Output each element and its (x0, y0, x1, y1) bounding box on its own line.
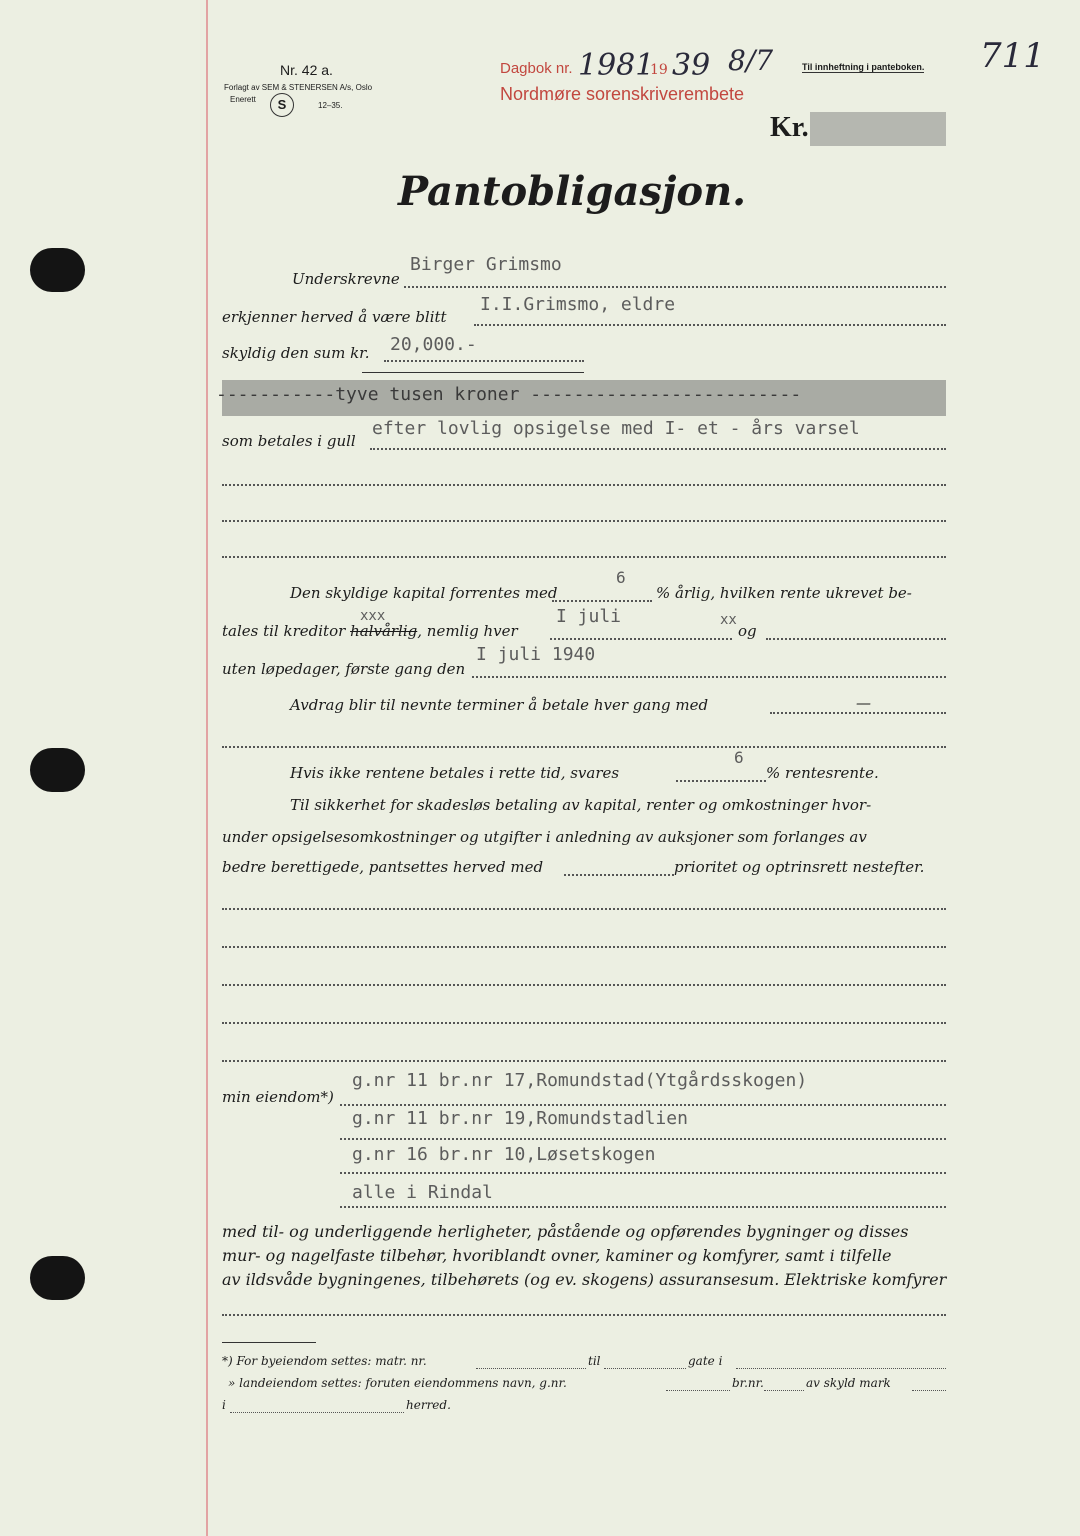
dotted-line (222, 556, 946, 558)
punch-hole (30, 248, 85, 292)
page-number: 711 (980, 36, 1045, 76)
footnote-line-2c: av skyld mark (806, 1376, 891, 1390)
interest-text-c: tales til kreditor halvårlig, nemlig hver (222, 622, 518, 640)
rentesrente-text-a: Hvis ikke rentene betales i rette tid, svares (290, 764, 620, 782)
publisher-date: 12–35. (318, 101, 343, 110)
dotted-line (222, 746, 946, 748)
property-item: alle i Rindal (352, 1182, 493, 1203)
dotted-line (564, 874, 674, 876)
dotted-line (676, 780, 766, 782)
footnote-line-2a: » landeiendom settes: foruten eiendommens navn, g.nr. (228, 1376, 567, 1390)
interest-rate: 6 (616, 568, 626, 587)
dotted-line (340, 1206, 946, 1208)
publisher-logo: S (270, 93, 294, 117)
kr-label: Kr. (770, 112, 809, 143)
dotted-line (666, 1390, 730, 1391)
dotted-line (552, 600, 652, 602)
amount-box-redacted (810, 112, 946, 146)
interest-xx: xx (720, 612, 737, 628)
dotted-line (222, 946, 946, 948)
margin-rule (206, 0, 208, 1536)
betales-value: efter lovlig opsigelse med I- et - års varsel (372, 418, 860, 439)
skyldig-label: skyldig den sum kr. (222, 344, 370, 362)
property-item: g.nr 16 br.nr 10,Løsetskogen (352, 1144, 656, 1165)
dotted-line (222, 984, 946, 986)
dotted-line (550, 638, 732, 640)
interest-text-a: Den skyldige kapital forrentes med (290, 584, 558, 602)
interest-text-b: % årlig, hvilken rente ukrevet be- (656, 584, 912, 602)
publisher-line: Forlagt av SEM & STENERSEN A/s, Oslo (224, 83, 373, 92)
property-item: g.nr 11 br.nr 19,Romundstadlien (352, 1108, 688, 1129)
sum-words: -----------tyve tusen kroner ------------------------- (216, 384, 802, 405)
footnote-line-2b: br.nr. (732, 1376, 764, 1390)
rentesrente-text-b: % rentesrente. (766, 764, 879, 782)
dotted-line (230, 1412, 404, 1413)
office-stamp: Nordmøre sorenskriverembete (500, 84, 745, 104)
underskrevne-value: Birger Grimsmo (410, 254, 562, 275)
first-payment-date: I juli 1940 (476, 644, 596, 665)
interest-month: I juli (556, 606, 622, 627)
date-handwritten: 8/7 (728, 44, 774, 77)
dotted-line (764, 1390, 804, 1391)
dotted-line (222, 1314, 946, 1316)
dotted-line (222, 1060, 946, 1062)
underline (362, 372, 584, 373)
interest-xxx: xxx (360, 608, 386, 624)
footnote-line-1b: til (588, 1354, 601, 1368)
year-suffix: 39 (672, 48, 711, 83)
avdrag-dash: — (856, 694, 871, 712)
document-title: Pantobligasjon. (398, 168, 747, 215)
security-line-1: Til sikkerhet for skadesløs betaling av kapital, renter og omkostninger hvor- (290, 796, 872, 814)
erkjenner-label: erkjenner herved å være blitt (222, 308, 447, 326)
dotted-line (222, 908, 946, 910)
property-label: min eiendom*) (222, 1088, 334, 1106)
dotted-line (476, 1368, 586, 1369)
property-item: g.nr 11 br.nr 17,Romundstad(Ytgårdsskogen) (352, 1070, 808, 1091)
security-line-3b: prioritet og optrinsrett nestefter. (674, 858, 925, 876)
dotted-line (340, 1104, 946, 1106)
dotted-line (474, 324, 946, 326)
dagbok-label: Dagbok nr. (500, 60, 573, 77)
dotted-line (736, 1368, 946, 1369)
interest-og: og (738, 622, 757, 640)
dotted-line (222, 1022, 946, 1024)
rentesrente-rate: 6 (734, 748, 744, 767)
punch-hole (30, 1256, 85, 1300)
security-line-2: under opsigelsesomkostninger og utgifter i anledning av auksjoner som forlanges av (222, 828, 867, 846)
year-prefix: 19 (650, 62, 668, 78)
footnote-line-3a: i (222, 1398, 226, 1412)
binding-note: Til innheftning i panteboken. (802, 62, 925, 72)
terms-line-3: av ildsvåde bygningenes, tilbehørets (og ev. skogens) assuransesum. Elektriske komfyrer (222, 1270, 947, 1289)
footnote-line-3b: herred. (406, 1398, 451, 1412)
dotted-line (222, 484, 946, 486)
dotted-line (604, 1368, 686, 1369)
avdrag-text: Avdrag blir til nevnte terminer å betale hver gang med (290, 696, 709, 714)
skyldig-value: 20,000.- (390, 334, 477, 355)
erkjenner-value: I.I.Grimsmo, eldre (480, 294, 676, 315)
dotted-line (770, 712, 946, 714)
footnote-line-1c: gate i (688, 1354, 723, 1368)
security-line-3a: bedre berettigede, pantsettes herved med (222, 858, 544, 876)
footnote-line-1a: *) For byeiendom settes: matr. nr. (222, 1354, 427, 1368)
dotted-line (222, 520, 946, 522)
interest-text-d: uten løpedager, første gang den (222, 660, 466, 678)
betales-label: som betales i gull (222, 432, 356, 450)
terms-line-1: med til- og underliggende herligheter, påstående og opførendes bygninger og disses (222, 1222, 909, 1241)
underskrevne-label: Underskrevne (292, 270, 400, 288)
dotted-line (370, 448, 946, 450)
punch-hole (30, 748, 85, 792)
dotted-line (384, 360, 584, 362)
dotted-line (404, 286, 946, 288)
footnote-rule (222, 1342, 316, 1343)
dotted-line (766, 638, 946, 640)
terms-line-2: mur- og nagelfaste tilbehør, hvoriblandt ovner, kaminer og komfyrer, samt i tilfelle (222, 1246, 892, 1265)
dagbok-number: 1981 (578, 48, 655, 83)
dotted-line (340, 1172, 946, 1174)
publisher-enerett: Enerett (230, 95, 256, 104)
form-number: Nr. 42 a. (280, 62, 333, 78)
dotted-line (340, 1138, 946, 1140)
dotted-line (472, 676, 946, 678)
dotted-line (912, 1390, 946, 1391)
